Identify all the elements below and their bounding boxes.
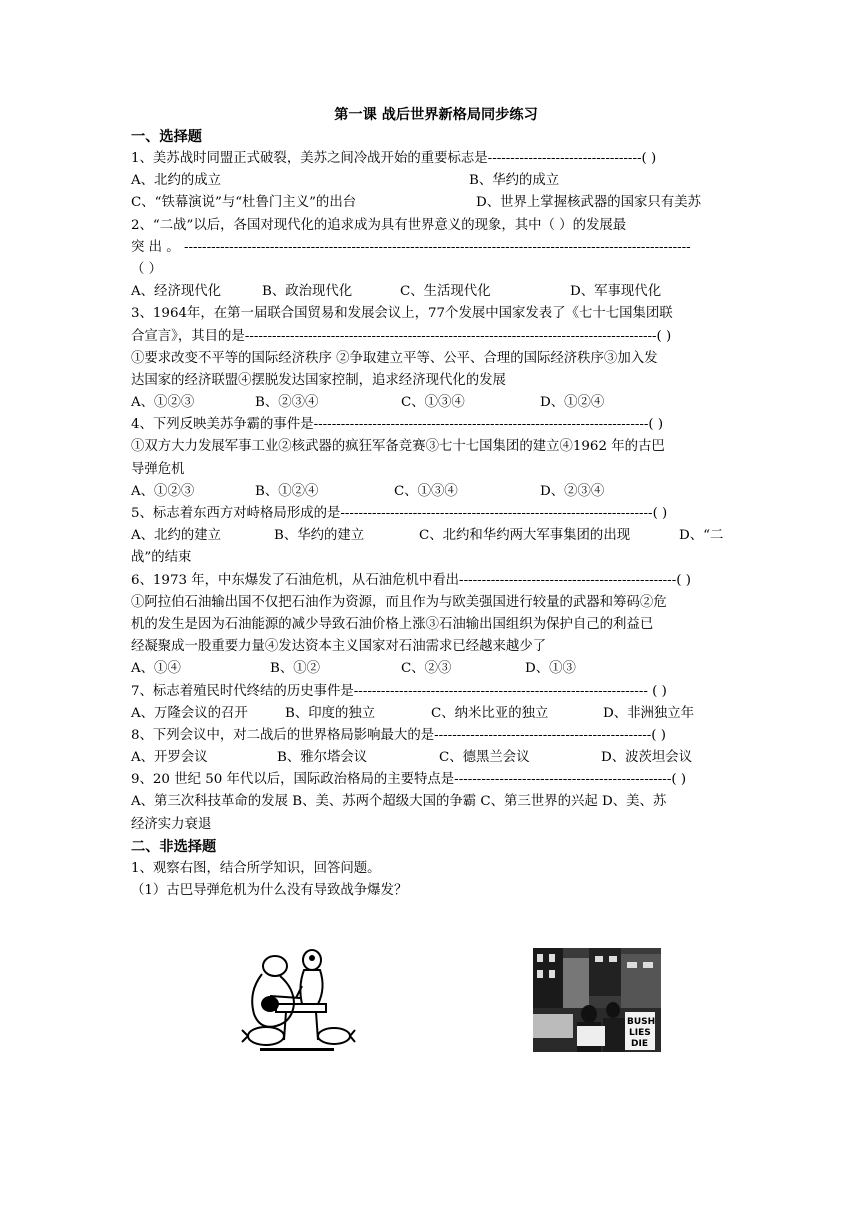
question-1-stem: 1、美苏战时同盟正式破裂，美苏之间冷战开始的重要标志是----------------------------------( ): [131, 151, 657, 166]
question-7-stem: 7、标志着殖民时代终结的历史事件是----------------------------------------------------------------- ( ): [131, 683, 667, 699]
question-6-statements: ①阿拉伯石油输出国不仅把石油作为资源，而且作为与欧美强国进行较量的武器和筹码②危: [131, 594, 667, 610]
question-4-options: [131, 481, 741, 503]
option-c: C、生活现代化: [400, 284, 491, 300]
protest-photo-icon: [533, 948, 661, 1052]
question-3-statements-cont: 达国家的经济联盟④摆脱发达国家控制，追求经济现代化的发展: [131, 372, 506, 388]
question-9-stem: 9、20 世纪 50 年代以后，国际政治格局的主要特点是------------------------------------------------( ): [131, 772, 687, 788]
option-b: B、①②④: [255, 483, 319, 499]
question-5-stem: 5、标志着东西方对峙格局形成的是---------------------------------------------------------------------( ): [131, 506, 668, 521]
page-title: 第一课 战后世界新格局同步练习: [334, 107, 538, 123]
question-6-options: [131, 658, 741, 680]
question-2-options: [131, 281, 741, 303]
option-d: D、②③④: [540, 483, 605, 499]
option-b: B、华约的成立: [469, 173, 560, 189]
question-5-options: [131, 525, 741, 547]
option-a: A、开罗会议: [131, 750, 208, 766]
option-c: C、“铁幕演说”与“杜鲁门主义”的出台: [131, 195, 357, 211]
cartoon-illustration-icon: [240, 944, 356, 1056]
option-c: C、德黑兰会议: [439, 750, 530, 766]
question-3-statements: ①要求改变不平等的国际经济秩序 ②争取建立平等、公平、合理的国际经济秩序③加入发: [131, 350, 658, 366]
option-b: B、②③④: [255, 395, 319, 411]
svg-text:DIE: DIE: [631, 1039, 648, 1049]
option-d: D、①③: [525, 661, 576, 677]
option-d: D、“二: [679, 528, 724, 544]
option-b: B、印度的独立: [285, 705, 376, 721]
option-a: A、经济现代化: [131, 284, 222, 300]
question-3-stem: 3、1964年，在第一届联合国贸易和发展会议上，77个发展中国家发表了《七十七国集团联: [131, 306, 673, 322]
option-d: D、波茨坦会议: [601, 750, 693, 766]
question-4-statements: ①双方大力发展军事工业②核武器的疯狂军备竞赛③七十七国集团的建立④1962 年的古巴: [131, 439, 665, 455]
question-1-options-2: [131, 192, 741, 214]
question-9-options-cont: 经济实力衰退: [131, 816, 212, 832]
nonchoice-question-1: 1、观察右图，结合所学知识，回答问题。: [131, 860, 381, 876]
question-9-options: A、第三次科技革命的发展 B、美、苏两个超级大国的争霸 C、第三世界的兴起 D、美、苏: [131, 794, 667, 810]
question-3-options: [131, 392, 741, 414]
option-c: C、北约和华约两大军事集团的出现: [419, 528, 631, 544]
option-c: C、纳米比亚的独立: [431, 705, 549, 721]
option-d: D、世界上掌握核武器的国家只有美苏: [476, 195, 701, 211]
option-a: A、北约的建立: [131, 528, 222, 544]
question-6-statements-cont-2: 经凝聚成一股重要力量④发达资本主义国家对石油需求已经越来越少了: [131, 639, 547, 655]
question-3-stem-cont: 合宣言》，其目的是-------------------------------------------------------------------------------------------( ): [131, 328, 672, 344]
question-1-options: [131, 170, 741, 192]
option-a: A、万隆会议的召开: [131, 705, 248, 721]
option-b: B、政治现代化: [262, 284, 353, 300]
option-c: C、①③④: [401, 395, 465, 411]
option-a: A、北约的成立: [131, 173, 222, 189]
option-c: C、①③④: [394, 483, 458, 499]
option-d: D、非洲独立年: [603, 705, 695, 721]
question-2-stem-cont: 突 出 。 ----------------------------------------------------------------------------------------------------------------: [131, 239, 691, 255]
nonchoice-subquestion-1: （1）古巴导弹危机为什么没有导致战争爆发？: [131, 883, 408, 898]
question-8-stem: 8、下列会议中，对二战后的世界格局影响最大的是------------------------------------------------( ): [131, 727, 666, 743]
section-heading-nonchoice: 二、非选择题: [131, 838, 217, 855]
section-heading-choice: 一、选择题: [131, 129, 202, 145]
option-a: A、①④: [131, 661, 181, 677]
question-7-options: [131, 703, 741, 725]
question-6-stem: 6、1973 年，中东爆发了石油危机，从石油危机中看出------------------------------------------------( ): [131, 572, 691, 588]
option-a: A、①②③: [131, 395, 195, 411]
option-a: A、①②③: [131, 483, 195, 499]
question-2-answer-blank: （ ）: [131, 261, 163, 277]
option-d: D、军事现代化: [570, 284, 662, 300]
svg-text:BUSH: BUSH: [627, 1017, 656, 1027]
question-6-statements-cont: 机的发生是因为石油能源的减少导致石油价格上涨③石油输出国组织为保护自己的利益已: [131, 616, 654, 632]
option-b: B、雅尔塔会议: [277, 750, 368, 766]
question-4-statements-cont: 导弹危机: [131, 461, 185, 477]
worksheet-page: [131, 104, 741, 902]
option-d: D、①②④: [540, 395, 605, 411]
question-5-options-cont: 战”的结束: [131, 550, 192, 566]
question-2-stem: 2、“二战”以后，各国对现代化的追求成为具有世界意义的现象，其中（ ）的发展最: [131, 217, 627, 233]
question-8-options: [131, 747, 741, 769]
option-b: B、①②: [270, 661, 321, 677]
option-b: B、华约的建立: [274, 528, 365, 544]
question-4-stem: 4、下列反映美苏争霸的事件是--------------------------------------------------------------------------( ): [131, 417, 664, 433]
option-c: C、②③: [401, 661, 452, 677]
svg-text:LIES: LIES: [629, 1028, 651, 1038]
